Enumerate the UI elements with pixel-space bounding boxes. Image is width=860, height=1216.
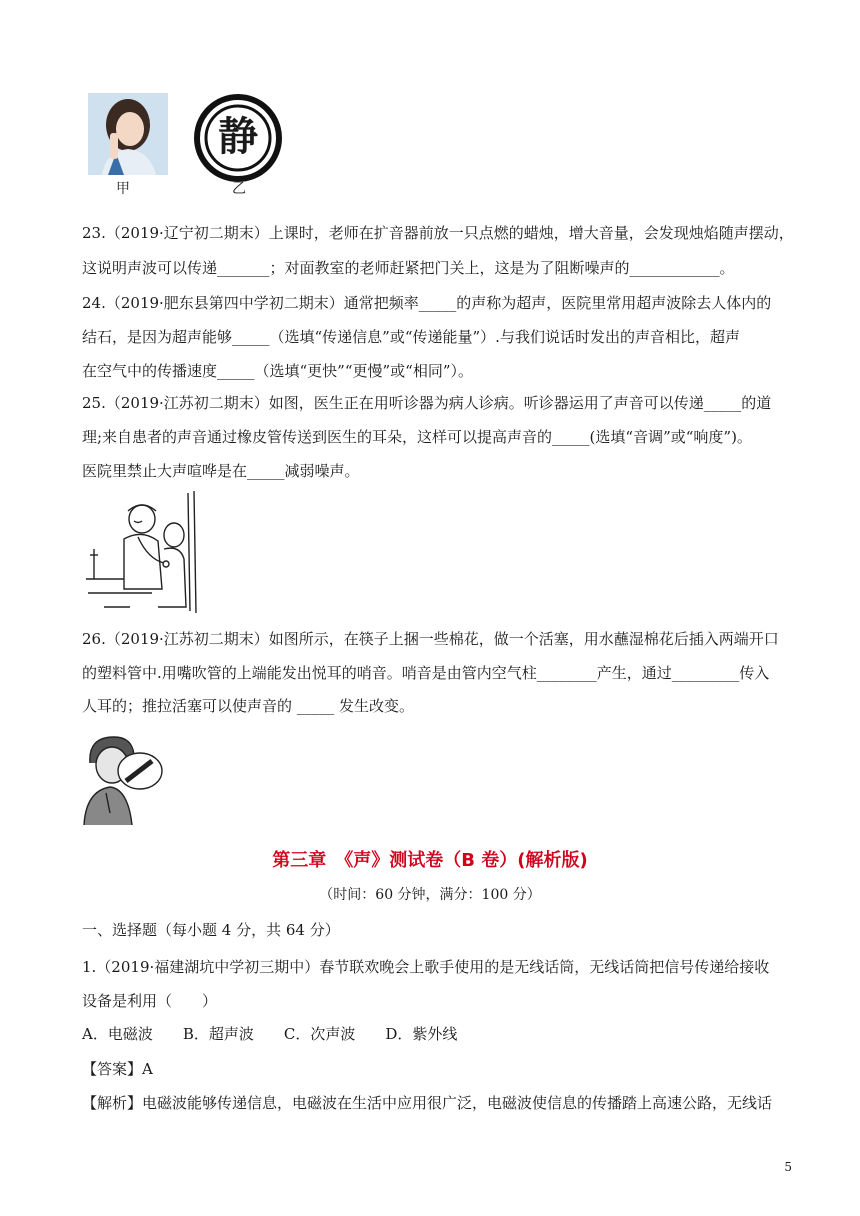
q23-line1: 23.（2019·辽宁初二期末）上课时，老师在扩音器前放一只点燃的蜡烛，增大音量，会发现烛焰随声摆动， [82, 224, 794, 242]
q26-line3: 人耳的；推拉活塞可以使声音的 _____ 发生改变。 [82, 697, 415, 715]
page-number: 5 [784, 1160, 792, 1174]
q1-line2: 设备是利用（ ） [82, 992, 218, 1010]
figure-woman-shush [88, 93, 168, 175]
q23-line2: 这说明声波可以传递_______；对面教室的老师赶紧把门关上，这是为了阻断噪声的____________。 [82, 259, 735, 277]
q24-line3: 在空气中的传播速度_____（选填“更快”“更慢”或“相同”）。 [82, 362, 474, 380]
figure-pipe-whistle [80, 733, 164, 825]
figure-label-jia: 甲 [116, 181, 130, 197]
q26-line1: 26.（2019·江苏初二期末）如图所示，在筷子上捆一些棉花，做一个活塞，用水蘸湿棉花后插入两端开口 [82, 630, 779, 648]
q1-answer: 【答案】A [82, 1060, 153, 1078]
q25-line3: 医院里禁止大声喧哗是在_____减弱噪声。 [82, 462, 360, 480]
part-heading: 一、选择题（每小题 4 分，共 64 分） [82, 921, 340, 939]
q25-line1: 25.（2019·江苏初二期末）如图，医生正在用听诊器为病人诊病。听诊器运用了声音可以传递_____的道 [82, 394, 772, 412]
q24-line2: 结石，是因为超声能够_____（选填“传递信息”或“传递能量”）.与我们说话时发出的声音相比，超声 [82, 328, 740, 346]
q26-line2: 的塑料管中.用嘴吹管的上端能发出悦耳的哨音。哨音是由管内空气柱________产生，通过_________传入 [82, 664, 770, 682]
seal-character: 静 [218, 114, 258, 160]
q24-line1: 24.（2019·肥东县第四中学初二期末）通常把频率_____的声称为超声，医院里常用超声波除去人体内的 [82, 294, 772, 312]
chapter-title: 第三章 《声》测试卷（B 卷）(解析版) [272, 850, 588, 871]
q1-options: A．电磁波 B．超声波 C．次声波 D．紫外线 [82, 1025, 458, 1043]
figure-doctor-stethoscope [84, 489, 204, 615]
exam-time-info: （时间：60 分钟，满分：100 分） [319, 887, 541, 903]
figure-label-yi: 乙 [232, 181, 246, 197]
q1-analysis: 【解析】电磁波能够传递信息，电磁波在生活中应用很广泛，电磁波使信息的传播踏上高速公路，无线话 [82, 1094, 773, 1112]
q25-line2: 理;来自患者的声音通过橡皮管传送到医生的耳朵，这样可以提高声音的_____(选填“音调”或“响度”)。 [82, 428, 752, 446]
q1-line1: 1.（2019·福建湖坑中学初三期中）春节联欢晚会上歌手使用的是无线话筒，无线话筒把信号传递给接收 [82, 958, 770, 976]
